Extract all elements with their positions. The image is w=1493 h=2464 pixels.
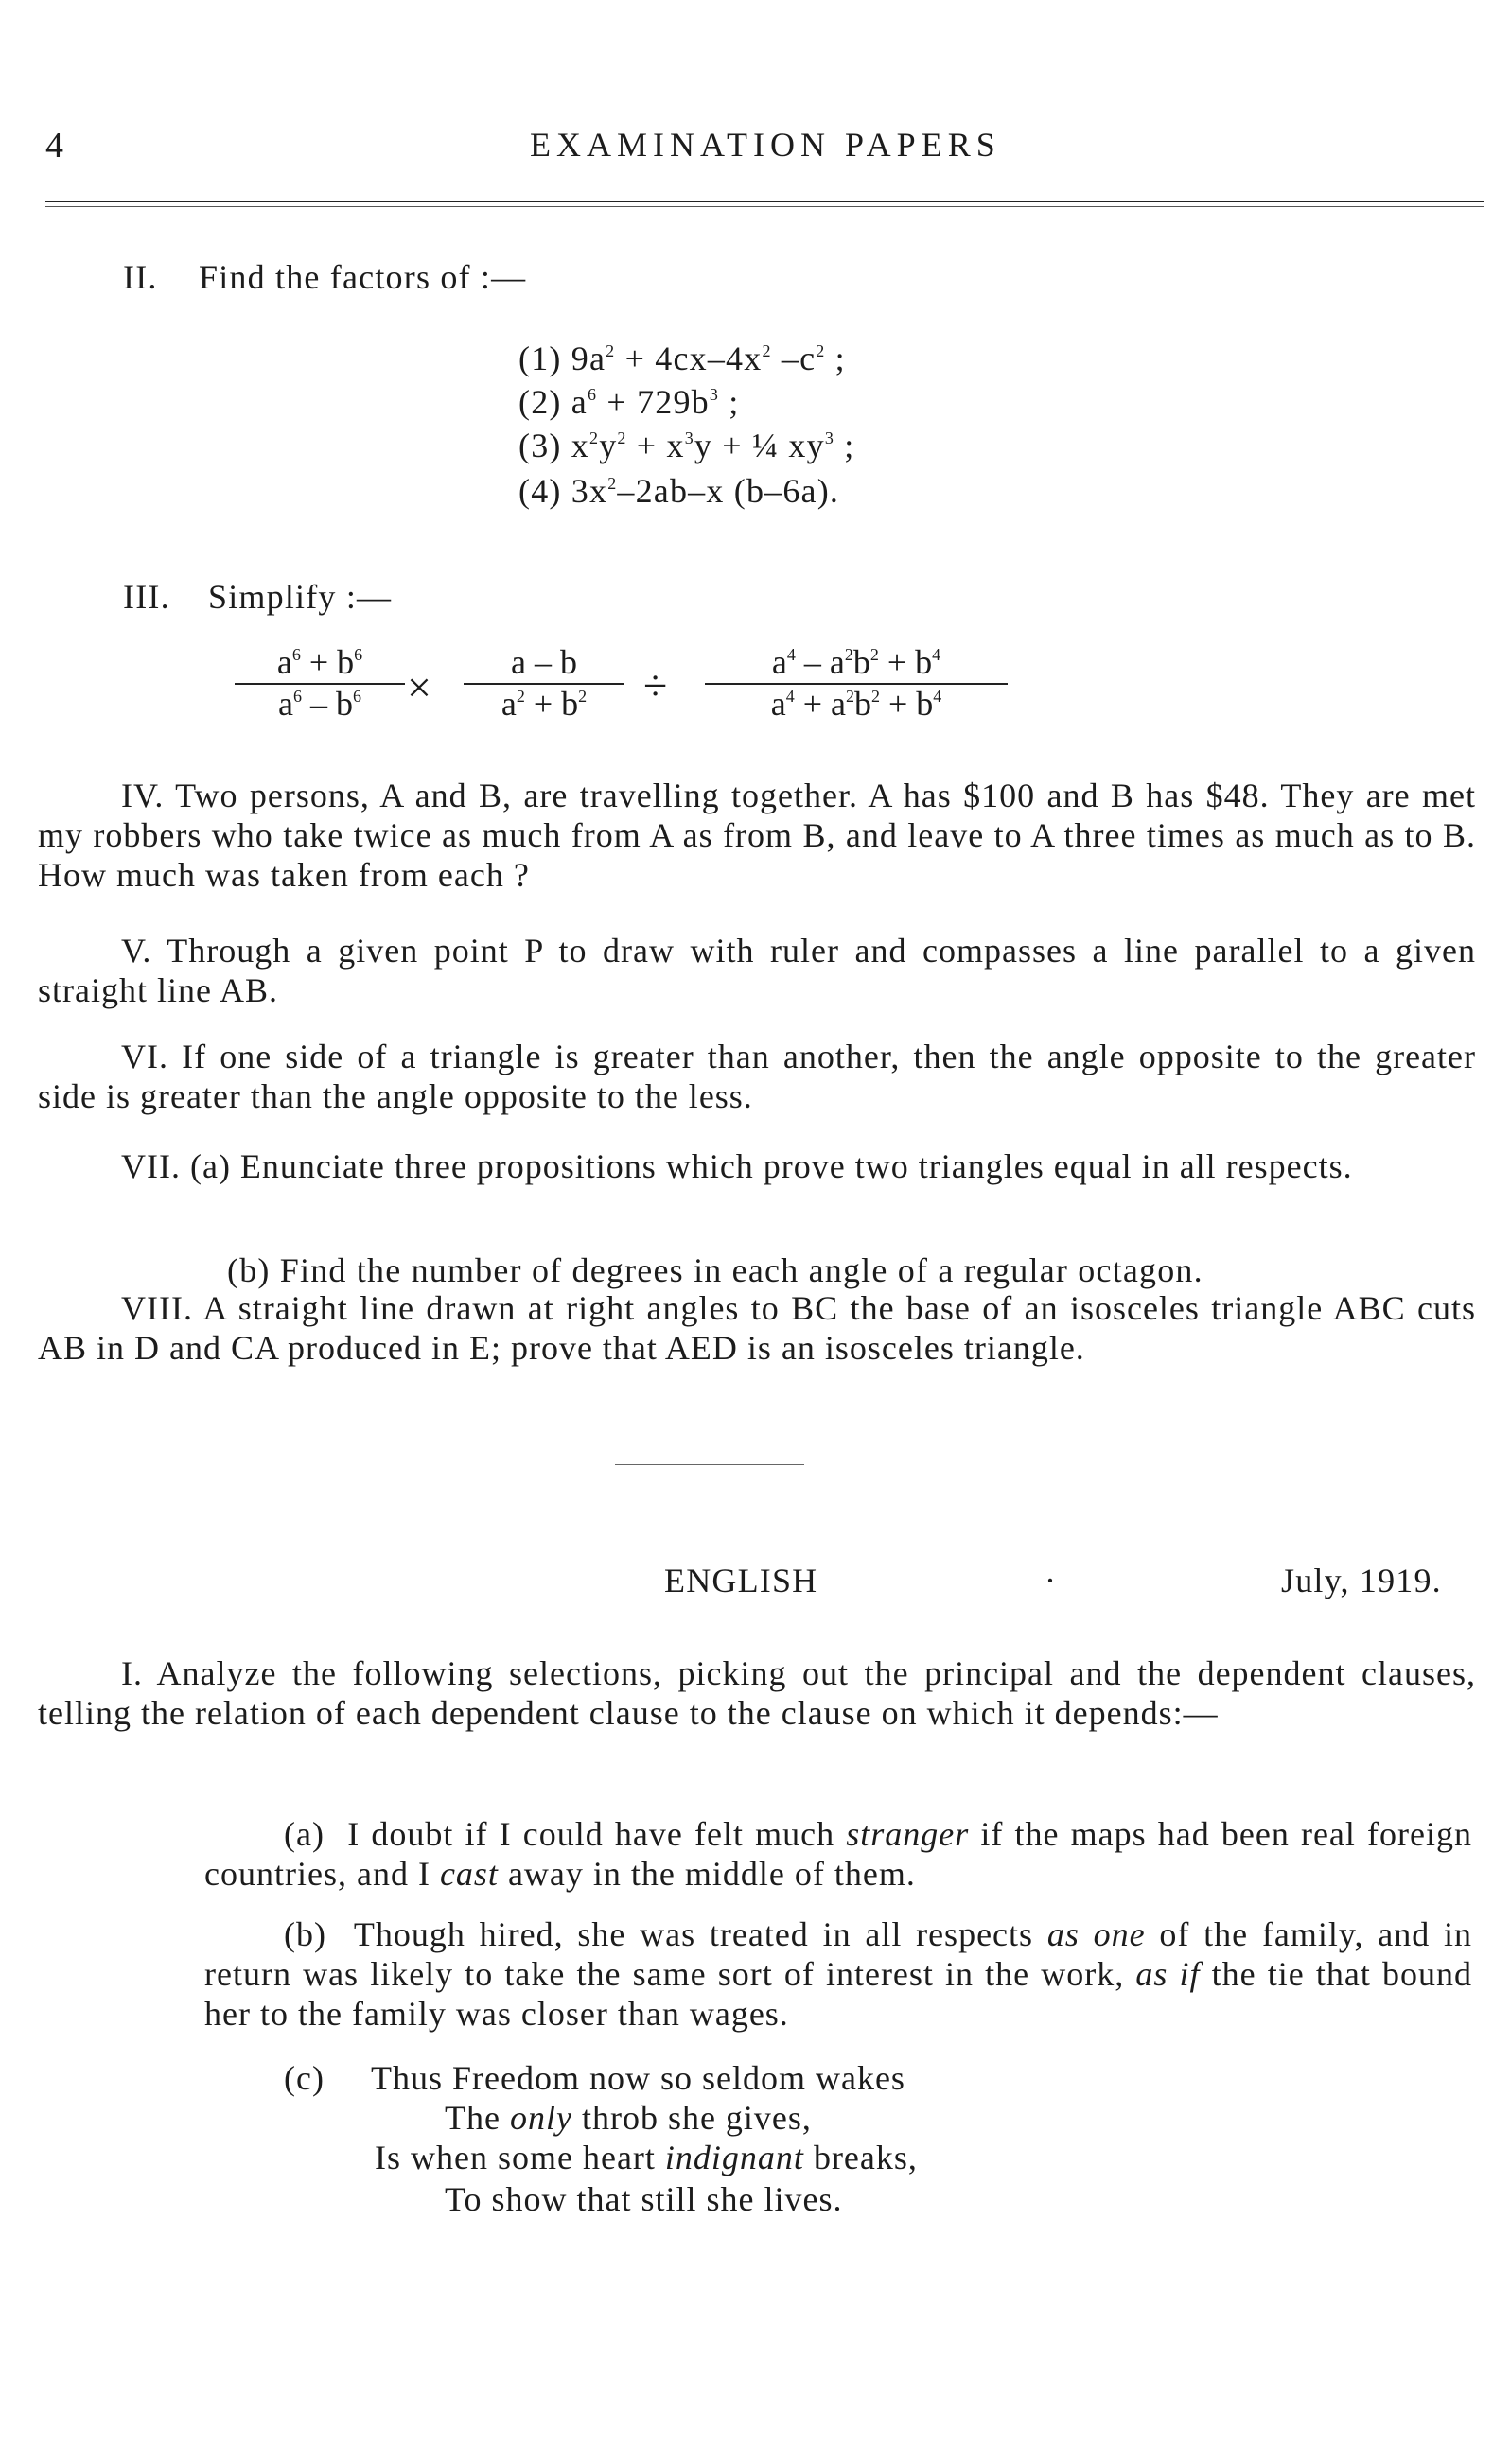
question-8: VIII. A straight line drawn at right angles to BC the base of an isosceles triangle ABC cuts AB in D and CA produced in E; prove that AED is an isosceles triangle. xyxy=(38,1289,1476,1367)
selection-b: (b) Though hired, she was treated in all respects as one of the family, and in return was likely to take the same sort of interest in the work, as if the tie that bound her to the family was closer than wages. xyxy=(204,1915,1472,2033)
factor-item-2: (2) $a^6 + 729b^3$ ; xyxy=(518,383,740,421)
question-5: V. Through a given point P to draw with ruler and compasses a line parallel to a given straight line AB. xyxy=(38,932,1476,1009)
english-heading: ENGLISH xyxy=(664,1562,818,1599)
factor-item-3: (3) $x^2y^2 + x^3y$ + ¼ $xy^3$ ; xyxy=(518,427,855,464)
fraction-2-denominator: $a^2 + b^2$ xyxy=(501,685,588,723)
question-2-prompt: Find the factors of :— xyxy=(199,258,527,296)
fraction-2 xyxy=(464,643,624,723)
header-rule-secondary xyxy=(45,206,1484,207)
poem-line-3: Is when some heart indignant breaks, xyxy=(375,2139,918,2176)
poem-line-2: The only throb she gives, xyxy=(445,2099,812,2137)
poem-line-1: Thus Freedom now so seldom wakes xyxy=(371,2059,905,2097)
section-separator xyxy=(615,1464,804,1465)
selection-a: (a) I doubt if I could have felt much stranger if the maps had been real foreign countries, and I cast away in the middle of them. xyxy=(204,1815,1473,1893)
factor-item-4: (4) $3x^2-2ab-x$ (b–6a). xyxy=(518,472,840,510)
question-4: IV. Two persons, A and B, are travelling together. A has $100 and B has $48. They are met my robbers who take twice as much from A as from B, and leave to A three times as much as to B. How much was taken from each ? xyxy=(38,777,1476,894)
header-rule xyxy=(45,201,1484,202)
heading-dot: · xyxy=(1045,1562,1058,1599)
fraction-3-denominator: $a^4 + a^2b^2 + b^4$ xyxy=(770,685,942,723)
question-3-prompt: Simplify :— xyxy=(208,578,393,616)
fraction-1-numerator: $a^6 + b^6$ xyxy=(235,643,405,685)
fraction-2-numerator: a – b xyxy=(464,643,624,685)
divide-sign: ÷ xyxy=(643,661,668,709)
question-3-number: III. xyxy=(123,578,170,616)
exam-date: July, 1919. xyxy=(1281,1562,1442,1599)
question-2-number: II. xyxy=(123,258,158,296)
times-sign: × xyxy=(407,663,431,711)
selection-c-label: (c) xyxy=(284,2059,325,2097)
fraction-3 xyxy=(705,643,1008,723)
page-number: 4 xyxy=(45,126,63,166)
factor-item-1: (1) $9a^2 + 4cx-4x^2$ $-c^2$ ; xyxy=(518,340,846,377)
fraction-3-numerator: $a^4 - a^2b^2 + b^4$ xyxy=(705,643,1008,685)
fraction-1 xyxy=(235,643,405,723)
question-6: VI. If one side of a triangle is greater than another, then the angle opposite to the greater side is greater than the angle opposite to the less. xyxy=(38,1038,1476,1115)
question-7a: VII. (a) Enunciate three propositions which prove two triangles equal in all respects. xyxy=(121,1147,1353,1185)
poem-line-4: To show that still she lives. xyxy=(445,2180,843,2218)
question-7b: (b) Find the number of degrees in each angle of a regular octagon. xyxy=(227,1251,1203,1289)
english-question-1: I. Analyze the following selections, picking out the principal and the dependent clauses, telling the relation of each dependent clause to the clause on which it depends:— xyxy=(38,1654,1476,1732)
running-title: EXAMINATION PAPERS xyxy=(530,126,1001,164)
fraction-1-denominator: $a^6 - b^6$ xyxy=(278,685,361,723)
